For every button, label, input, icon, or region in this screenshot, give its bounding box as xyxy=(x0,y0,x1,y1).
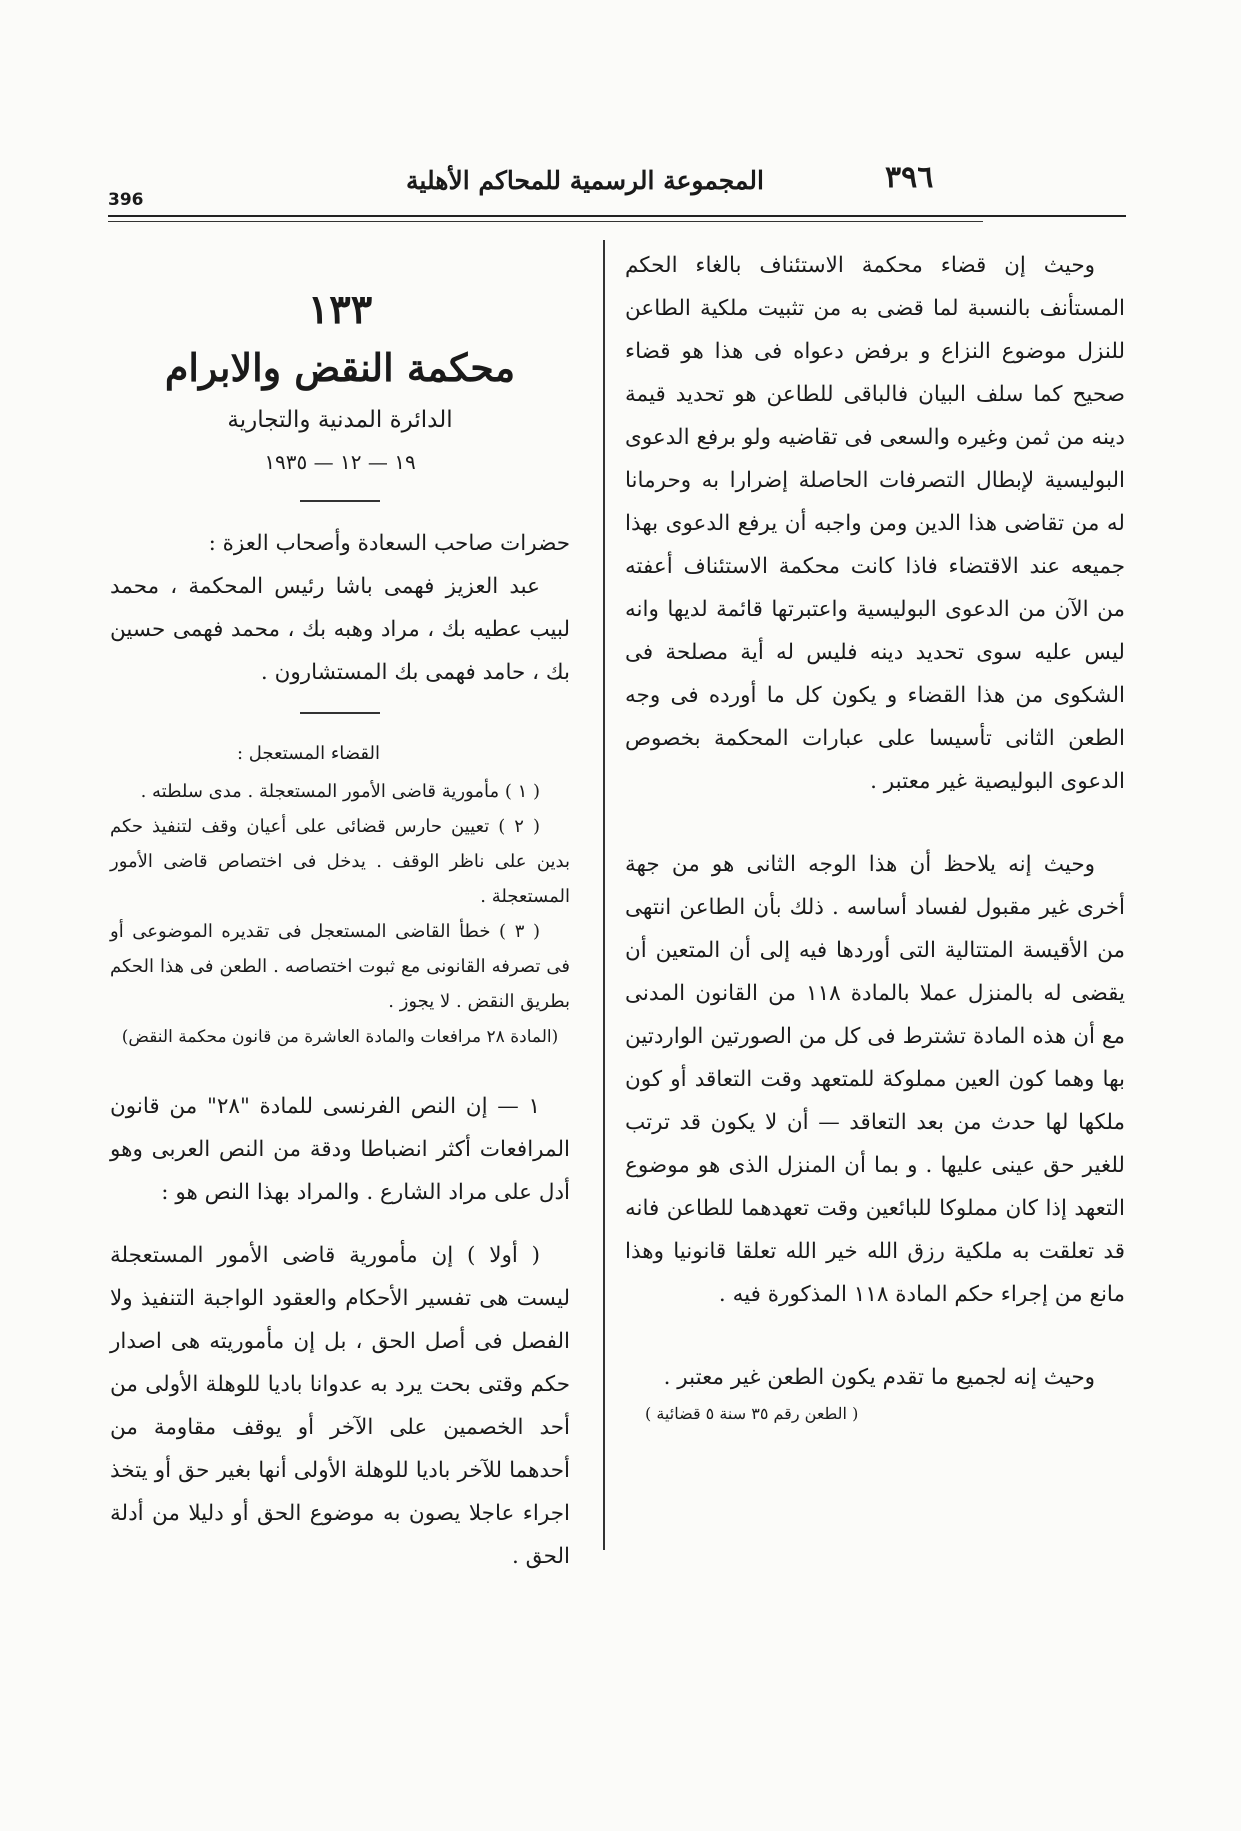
headnote-point: ( ٢ ) تعيين حارس قضائى على أعيان وقف لتنفيذ حكم بدين على ناظر الوقف . يدخل فى اختصاص قاضى الأمور المستعجلة . xyxy=(110,816,570,907)
case-number: ١٣٣ xyxy=(307,286,373,333)
journal-title: المجموعة الرسمية للمحاكم الأهلية xyxy=(406,166,764,195)
page-number-arabic: ٣٩٦ xyxy=(885,160,934,195)
ruling-date: ١٩ — ١٢ — ١٩٣٥ xyxy=(264,450,416,474)
headnote-point: ( ٣ ) خطأ القاضى المستعجل فى تقديره الموضوعى أو فى تصرفه القانونى مع ثبوت اختصاصه . الطعن فى هذا الحكم بطريق النقض . لا يجوز . xyxy=(110,921,570,1012)
paragraph: ١ — إن النص الفرنسى للمادة "٢٨" من قانون المرافعات أكثر انضباطا ودقة من النص العربى وهو أدل على مراد الشارع . والمراد بهذا النص هو : xyxy=(110,1094,570,1205)
column-divider xyxy=(603,240,605,1550)
divider xyxy=(300,500,380,502)
right-column xyxy=(625,244,1125,1429)
judges-list: عبد العزيز فهمى باشا رئيس المحكمة ، محمد لبيب عطيه بك ، مراد وهبه بك ، محمد فهمى حسين بك ، حامد فهمى بك المستشارون . xyxy=(110,574,570,685)
paragraph: ( أولا ) إن مأمورية قاضى الأمور المستعجلة ليست هى تفسير الأحكام والعقود الواجبة التنفيذ ولا الفصل فى أصل الحق ، بل إن مأموريته هى اصدار حكم وقتى بحت يرد به عدوانا باديا للوهلة الأولى من أحد الخصمين على الآخر أو يوقف مقاومة من أحدهما للآخر باديا للوهلة الأولى أنها بغير حق أو يتخذ اجراء عاجلا يصون به موضوع الحق أو دليلا من أدلة الحق . xyxy=(110,1243,570,1569)
source-reference: (المادة ٢٨ مرافعات والمادة العاشرة من قانون محكمة النقض) xyxy=(121,1027,559,1047)
left-column xyxy=(110,244,570,1578)
divider xyxy=(300,712,380,714)
topic-label: القضاء المستعجل : xyxy=(237,743,380,764)
header-rule-secondary xyxy=(108,221,983,222)
headnote-point: ( ١ ) مأمورية قاضى الأمور المستعجلة . مدى سلطته . xyxy=(140,781,540,802)
chamber-name: الدائرة المدنية والتجارية xyxy=(227,407,453,433)
paragraph: وحيث إنه يلاحظ أن هذا الوجه الثانى هو من جهة أخرى غير مقبول لفساد أساسه . ذلك بأن الطاعن انتهى من الأقيسة المتتالية التى أوردها فيه إلى أن المتعين أن يقضى له بالمنزل عملا بالمادة ١١٨ من القانون المدنى مع أن هذه المادة تشترط فى كل من الصورتين الواردتين بها وهما كون العين مملوكة للمتعهد وقت التعاقد أو كون ملكها لها حدث من بعد التعاقد — أن لا يكون قد ترتب للغير حق عينى عليها . و بما أن المنزل الذى هو موضوع التعهد إذا كان مملوكا للبائعين وقت تعهدهما للطاعن فانه قد تعلقت به ملكية رزق الله خير الله تعلقا قانونيا وهذا مانع من إجراء حكم المادة ١١٨ المذكورة فيه . xyxy=(625,852,1125,1307)
court-name: محكمة النقض والابرام xyxy=(164,345,516,390)
page-number-latin: 396 xyxy=(108,190,144,210)
paragraph: وحيث إنه لجميع ما تقدم يكون الطعن غير معتبر . xyxy=(663,1365,1095,1390)
presence-intro: حضرات صاحب السعادة وأصحاب العزة : xyxy=(208,531,570,556)
case-reference: ( الطعن رقم ٣٥ سنة ٥ قضائية ) xyxy=(645,1404,859,1423)
header-rule xyxy=(108,215,1126,217)
paragraph: وحيث إن قضاء محكمة الاستئناف بالغاء الحكم المستأنف بالنسبة لما قضى به من تثبيت ملكية الطاعن للنزل موضوع النزاع و برفض دعواه فى هذا هو قضاء صحيح كما سلف البيان فالباقى للطاعن هو تحديد قيمة دينه من ثمن وغيره والسعى فى تقاضيه ولو برفع الدعوى البوليسية لإبطال التصرفات الحاصلة إضرارا به وحرمانا له من تقاضى هذا الدين ومن واجبه أن يرفع الدعوى بهذا جميعه عند الاقتضاء فاذا كانت محكمة الاستئناف أعفته من الآن من الدعوى البوليسية واعتبرتها قائمة لديها وانه ليس عليه سوى تحديد دينه فليس له أية مصلحة فى الشكوى من هذا القضاء و يكون كل ما أورده فى وجه الطعن الثانى تأسيسا على عبارات المحكمة بخصوص الدعوى البوليصية غير معتبر . xyxy=(625,253,1125,794)
